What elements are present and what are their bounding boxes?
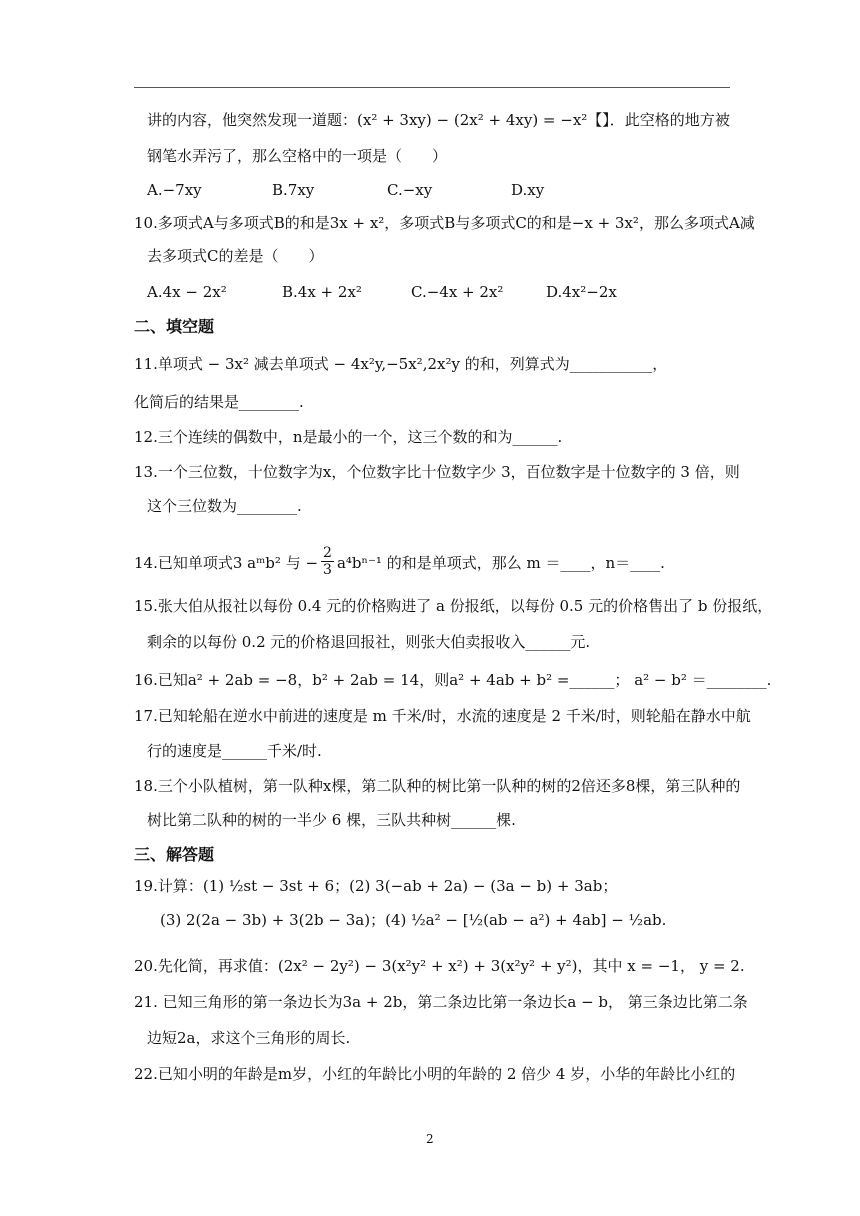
section-answer-title: 三、解答题	[134, 845, 215, 864]
q9-option-a: A.−7xy	[147, 181, 202, 199]
q12: 12.三个连续的偶数中，n是最小的一个，这三个数的和为______.	[134, 428, 563, 446]
q14-suffix: a⁴bⁿ⁻¹ 的和是单项式，那么 m ＝____，n＝____.	[336, 553, 665, 572]
section-fill-in-title: 二、填空题	[134, 317, 215, 336]
q10-option-c: C.−4x + 2x²	[411, 283, 504, 301]
q14-fraction	[321, 545, 334, 578]
page-number: 2	[426, 1132, 434, 1146]
q9-line2: 钢笔水弄污了，那么空格中的一项是（ ）	[147, 147, 448, 165]
q15-line2: 剩余的以每份 0.2 元的价格退回报社，则张大伯卖报收入______元.	[147, 633, 591, 651]
q18-line2: 树比第二队种的树的一半少 6 棵，三队共种树______棵.	[147, 811, 516, 829]
q17-line1: 17.已知轮船在逆水中前进的速度是 m 千米/时，水流的速度是 2 千米/时，则轮船在静水中航	[134, 707, 751, 725]
q21-line1: 21. 已知三角形的第一条边长为3a + 2b，第二条边比第一条边长a − b， 第三条边比第二条	[134, 993, 748, 1011]
q16: 16.已知a² + 2ab = −8，b² + 2ab = 14，则a² + 4ab + b² =______； a² − b² ＝________.	[134, 671, 772, 689]
q14	[134, 546, 665, 579]
header-rule	[134, 87, 730, 88]
q14-prefix: 14.已知单项式3 aᵐb² 与 −	[134, 553, 319, 572]
q13-line2: 这个三位数为________.	[147, 497, 302, 515]
q21-line2: 边短2a，求这个三角形的周长.	[147, 1029, 351, 1047]
q18-line1: 18.三个小队植树，第一队种x棵，第二队种的树比第一队种的树的2倍还多8棵，第三队种的	[134, 777, 741, 795]
q11-line1: 11.单项式 − 3x² 减去单项式 − 4x²y,−5x²,2x²y 的和，列算式为___________，	[134, 355, 668, 373]
q14-fraction-denominator: 3	[323, 562, 332, 578]
q15-line1: 15.张大伯从报社以每份 0.4 元的价格购进了 a 份报纸，以每份 0.5 元的价格售出了 b 份报纸，	[134, 597, 773, 615]
q9-line1: 讲的内容，他突然发现一道题：(x² + 3xy) − (2x² + 4xy) = −x²【】．此空格的地方被	[147, 111, 730, 129]
q10-option-d: D.4x²−2x	[546, 283, 617, 301]
q10-option-a: A.4x − 2x²	[147, 283, 227, 301]
q22: 22.已知小明的年龄是m岁，小红的年龄比小明的年龄的 2 倍少 4 岁，小华的年龄比小红的	[134, 1065, 736, 1083]
q10-line2: 去多项式C的差是（ ）	[147, 247, 324, 265]
q20: 20.先化简，再求值：(2x² − 2y²) − 3(x²y² + x²) + 3(x²y² + y²)，其中 x = −1， y = 2.	[134, 957, 745, 975]
q13-line1: 13.一个三位数，十位数字为x，个位数字比十位数字少 3，百位数字是十位数字的 3 倍，则	[134, 463, 740, 481]
q17-line2: 行的速度是______千米/时.	[147, 742, 322, 760]
q19-line2: (3) 2(2a − 3b) + 3(2b − 3a)；(4) ½a² − [½(ab − a²) + 4ab] − ½ab.	[160, 911, 667, 929]
q9-option-c: C.−xy	[387, 181, 433, 199]
q14-fraction-numerator: 2	[323, 545, 332, 561]
q10-option-b: B.4x + 2x²	[282, 283, 362, 301]
q9-option-b: B.7xy	[272, 181, 315, 199]
q9-option-d: D.xy	[511, 181, 545, 199]
q10-line1: 10.多项式A与多项式B的和是3x + x²，多项式B与多项式C的和是−x + 3x²，那么多项式A减	[134, 214, 755, 232]
q11-line2: 化简后的结果是________.	[134, 393, 304, 411]
q19-line1: 19.计算：(1) ½st − 3st + 6；(2) 3(−ab + 2a) − (3a − b) + 3ab；	[134, 877, 618, 895]
